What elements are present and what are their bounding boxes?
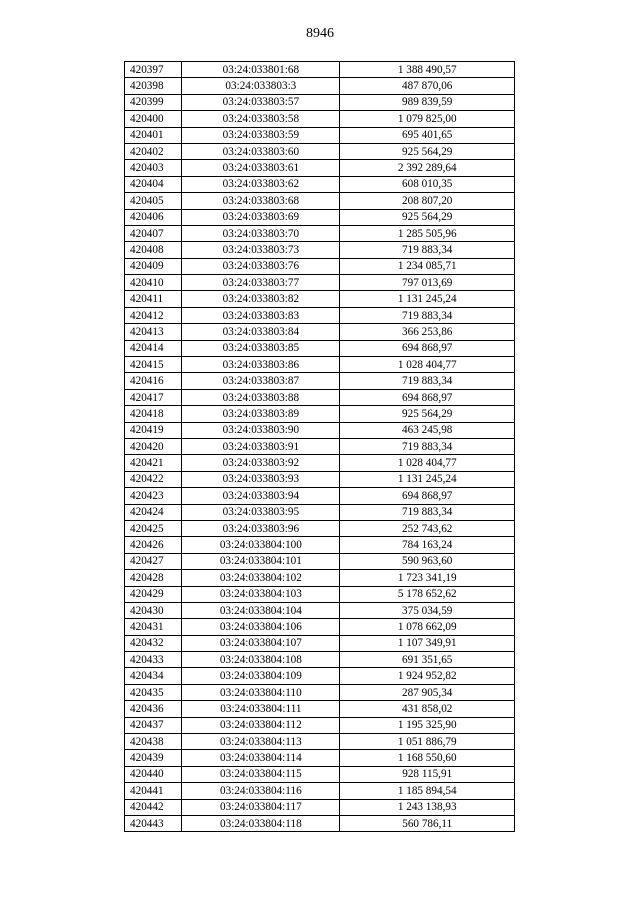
cadastral-number-cell: 03:24:033803:59 xyxy=(182,127,340,143)
value-cell: 797 013,69 xyxy=(340,275,515,291)
value-cell: 925 564,29 xyxy=(340,209,515,225)
cadastral-number-cell: 03:24:033803:61 xyxy=(182,160,340,176)
cadastral-number-cell: 03:24:033804:115 xyxy=(182,766,340,782)
cadastral-value-table xyxy=(124,61,515,832)
table-row xyxy=(125,570,515,586)
value-cell: 1 079 825,00 xyxy=(340,111,515,127)
row-number-cell: 420440 xyxy=(125,766,182,782)
table-row xyxy=(125,340,515,356)
table-row xyxy=(125,815,515,831)
row-number-cell: 420410 xyxy=(125,275,182,291)
cadastral-number-cell: 03:24:033803:82 xyxy=(182,291,340,307)
row-number-cell: 420411 xyxy=(125,291,182,307)
value-cell: 431 858,02 xyxy=(340,701,515,717)
value-cell: 1 285 505,96 xyxy=(340,225,515,241)
cadastral-number-cell: 03:24:033803:58 xyxy=(182,111,340,127)
cadastral-number-cell: 03:24:033803:86 xyxy=(182,357,340,373)
value-cell: 928 115,91 xyxy=(340,766,515,782)
cadastral-number-cell: 03:24:033804:111 xyxy=(182,701,340,717)
value-cell: 1 078 662,09 xyxy=(340,619,515,635)
value-cell: 1 131 245,24 xyxy=(340,291,515,307)
cadastral-number-cell: 03:24:033803:60 xyxy=(182,143,340,159)
row-number-cell: 420408 xyxy=(125,242,182,258)
cadastral-number-cell: 03:24:033803:88 xyxy=(182,389,340,405)
cadastral-number-cell: 03:24:033803:83 xyxy=(182,307,340,323)
table-row xyxy=(125,160,515,176)
table-row xyxy=(125,488,515,504)
row-number-cell: 420418 xyxy=(125,406,182,422)
row-number-cell: 420422 xyxy=(125,471,182,487)
value-cell: 2 392 289,64 xyxy=(340,160,515,176)
cadastral-number-cell: 03:24:033804:113 xyxy=(182,734,340,750)
table-row xyxy=(125,553,515,569)
value-cell: 694 868,97 xyxy=(340,340,515,356)
value-cell: 719 883,34 xyxy=(340,242,515,258)
table-row xyxy=(125,783,515,799)
row-number-cell: 420417 xyxy=(125,389,182,405)
cadastral-number-cell: 03:24:033804:116 xyxy=(182,783,340,799)
table-row xyxy=(125,357,515,373)
row-number-cell: 420434 xyxy=(125,668,182,684)
value-cell: 784 163,24 xyxy=(340,537,515,553)
value-cell: 1 051 886,79 xyxy=(340,734,515,750)
cadastral-number-cell: 03:24:033804:112 xyxy=(182,717,340,733)
row-number-cell: 420398 xyxy=(125,78,182,94)
cadastral-number-cell: 03:24:033804:118 xyxy=(182,815,340,831)
cadastral-number-cell: 03:24:033803:85 xyxy=(182,340,340,356)
cadastral-number-cell: 03:24:033803:93 xyxy=(182,471,340,487)
table-row xyxy=(125,717,515,733)
row-number-cell: 420425 xyxy=(125,520,182,536)
table-row xyxy=(125,111,515,127)
value-cell: 608 010,35 xyxy=(340,176,515,192)
row-number-cell: 420400 xyxy=(125,111,182,127)
value-cell: 375 034,59 xyxy=(340,602,515,618)
row-number-cell: 420438 xyxy=(125,734,182,750)
cadastral-number-cell: 03:24:033803:94 xyxy=(182,488,340,504)
value-cell: 1 234 085,71 xyxy=(340,258,515,274)
table-row xyxy=(125,701,515,717)
value-cell: 719 883,34 xyxy=(340,307,515,323)
table-row xyxy=(125,652,515,668)
value-cell: 1 131 245,24 xyxy=(340,471,515,487)
value-cell: 5 178 652,62 xyxy=(340,586,515,602)
cadastral-number-cell: 03:24:033804:108 xyxy=(182,652,340,668)
table-row xyxy=(125,504,515,520)
value-cell: 1 168 550,60 xyxy=(340,750,515,766)
table-row xyxy=(125,307,515,323)
table-row xyxy=(125,422,515,438)
value-cell: 925 564,29 xyxy=(340,143,515,159)
cadastral-number-cell: 03:24:033803:57 xyxy=(182,94,340,110)
row-number-cell: 420431 xyxy=(125,619,182,635)
cadastral-number-cell: 03:24:033804:107 xyxy=(182,635,340,651)
value-cell: 1 723 341,19 xyxy=(340,570,515,586)
row-number-cell: 420409 xyxy=(125,258,182,274)
row-number-cell: 420404 xyxy=(125,176,182,192)
value-cell: 694 868,97 xyxy=(340,488,515,504)
table-row xyxy=(125,668,515,684)
row-number-cell: 420443 xyxy=(125,815,182,831)
cadastral-number-cell: 03:24:033803:87 xyxy=(182,373,340,389)
row-number-cell: 420437 xyxy=(125,717,182,733)
value-cell: 366 253,86 xyxy=(340,324,515,340)
cadastral-number-cell: 03:24:033804:100 xyxy=(182,537,340,553)
value-cell: 560 786,11 xyxy=(340,815,515,831)
row-number-cell: 420414 xyxy=(125,340,182,356)
table-row xyxy=(125,373,515,389)
row-number-cell: 420407 xyxy=(125,225,182,241)
row-number-cell: 420416 xyxy=(125,373,182,389)
value-cell: 719 883,34 xyxy=(340,504,515,520)
table-row xyxy=(125,176,515,192)
table-row xyxy=(125,242,515,258)
page-number: 8946 xyxy=(306,26,334,41)
value-cell: 1 924 952,82 xyxy=(340,668,515,684)
table-row xyxy=(125,586,515,602)
table-row xyxy=(125,619,515,635)
row-number-cell: 420429 xyxy=(125,586,182,602)
row-number-cell: 420439 xyxy=(125,750,182,766)
table-row xyxy=(125,537,515,553)
table-row xyxy=(125,127,515,143)
row-number-cell: 420441 xyxy=(125,783,182,799)
cadastral-number-cell: 03:24:033803:90 xyxy=(182,422,340,438)
table-row xyxy=(125,324,515,340)
cadastral-number-cell: 03:24:033804:110 xyxy=(182,684,340,700)
row-number-cell: 420424 xyxy=(125,504,182,520)
cadastral-number-cell: 03:24:033803:96 xyxy=(182,520,340,536)
row-number-cell: 420426 xyxy=(125,537,182,553)
cadastral-number-cell: 03:24:033804:103 xyxy=(182,586,340,602)
value-cell: 694 868,97 xyxy=(340,389,515,405)
table-row xyxy=(125,291,515,307)
cadastral-number-cell: 03:24:033804:109 xyxy=(182,668,340,684)
cadastral-number-cell: 03:24:033803:68 xyxy=(182,193,340,209)
value-cell: 1 195 325,90 xyxy=(340,717,515,733)
row-number-cell: 420397 xyxy=(125,62,182,78)
table-row xyxy=(125,734,515,750)
value-cell: 1 028 404,77 xyxy=(340,357,515,373)
row-number-cell: 420406 xyxy=(125,209,182,225)
table-row xyxy=(125,455,515,471)
cadastral-number-cell: 03:24:033804:114 xyxy=(182,750,340,766)
cadastral-number-cell: 03:24:033803:3 xyxy=(182,78,340,94)
value-cell: 695 401,65 xyxy=(340,127,515,143)
table-row xyxy=(125,78,515,94)
row-number-cell: 420428 xyxy=(125,570,182,586)
cadastral-number-cell: 03:24:033803:95 xyxy=(182,504,340,520)
value-cell: 1 107 349,91 xyxy=(340,635,515,651)
value-cell: 590 963,60 xyxy=(340,553,515,569)
table-row xyxy=(125,635,515,651)
cadastral-number-cell: 03:24:033803:84 xyxy=(182,324,340,340)
row-number-cell: 420402 xyxy=(125,143,182,159)
cadastral-number-cell: 03:24:033803:70 xyxy=(182,225,340,241)
table-row xyxy=(125,193,515,209)
row-number-cell: 420413 xyxy=(125,324,182,340)
table-row xyxy=(125,520,515,536)
row-number-cell: 420433 xyxy=(125,652,182,668)
row-number-cell: 420401 xyxy=(125,127,182,143)
cadastral-number-cell: 03:24:033804:104 xyxy=(182,602,340,618)
cadastral-number-cell: 03:24:033804:106 xyxy=(182,619,340,635)
table-row xyxy=(125,62,515,78)
value-cell: 487 870,06 xyxy=(340,78,515,94)
table-row xyxy=(125,750,515,766)
row-number-cell: 420420 xyxy=(125,438,182,454)
value-cell: 719 883,34 xyxy=(340,373,515,389)
row-number-cell: 420405 xyxy=(125,193,182,209)
cadastral-number-cell: 03:24:033803:76 xyxy=(182,258,340,274)
cadastral-number-cell: 03:24:033804:101 xyxy=(182,553,340,569)
value-cell: 719 883,34 xyxy=(340,438,515,454)
cadastral-number-cell: 03:24:033803:69 xyxy=(182,209,340,225)
cadastral-number-cell: 03:24:033804:102 xyxy=(182,570,340,586)
value-cell: 925 564,29 xyxy=(340,406,515,422)
value-cell: 208 807,20 xyxy=(340,193,515,209)
cadastral-number-cell: 03:24:033803:89 xyxy=(182,406,340,422)
table-row xyxy=(125,471,515,487)
table-row xyxy=(125,209,515,225)
row-number-cell: 420436 xyxy=(125,701,182,717)
value-cell: 1 243 138,93 xyxy=(340,799,515,815)
table-body xyxy=(125,62,515,832)
table-row xyxy=(125,684,515,700)
table-row xyxy=(125,766,515,782)
value-cell: 252 743,62 xyxy=(340,520,515,536)
row-number-cell: 420432 xyxy=(125,635,182,651)
cadastral-number-cell: 03:24:033801:68 xyxy=(182,62,340,78)
row-number-cell: 420412 xyxy=(125,307,182,323)
cadastral-number-cell: 03:24:033803:77 xyxy=(182,275,340,291)
value-cell: 691 351,65 xyxy=(340,652,515,668)
value-cell: 989 839,59 xyxy=(340,94,515,110)
table-row xyxy=(125,258,515,274)
row-number-cell: 420399 xyxy=(125,94,182,110)
table-row xyxy=(125,275,515,291)
value-cell: 287 905,34 xyxy=(340,684,515,700)
row-number-cell: 420442 xyxy=(125,799,182,815)
table-row xyxy=(125,602,515,618)
row-number-cell: 420427 xyxy=(125,553,182,569)
table-row xyxy=(125,799,515,815)
row-number-cell: 420415 xyxy=(125,357,182,373)
value-cell: 463 245,98 xyxy=(340,422,515,438)
row-number-cell: 420419 xyxy=(125,422,182,438)
row-number-cell: 420430 xyxy=(125,602,182,618)
value-cell: 1 185 894,54 xyxy=(340,783,515,799)
cadastral-number-cell: 03:24:033804:117 xyxy=(182,799,340,815)
row-number-cell: 420423 xyxy=(125,488,182,504)
table-row xyxy=(125,389,515,405)
table-row xyxy=(125,406,515,422)
cadastral-number-cell: 03:24:033803:91 xyxy=(182,438,340,454)
table-row xyxy=(125,225,515,241)
row-number-cell: 420435 xyxy=(125,684,182,700)
value-cell: 1 388 490,57 xyxy=(340,62,515,78)
table-row xyxy=(125,94,515,110)
row-number-cell: 420421 xyxy=(125,455,182,471)
table-row xyxy=(125,438,515,454)
table-row xyxy=(125,143,515,159)
cadastral-number-cell: 03:24:033803:62 xyxy=(182,176,340,192)
row-number-cell: 420403 xyxy=(125,160,182,176)
cadastral-number-cell: 03:24:033803:92 xyxy=(182,455,340,471)
value-cell: 1 028 404,77 xyxy=(340,455,515,471)
cadastral-number-cell: 03:24:033803:73 xyxy=(182,242,340,258)
